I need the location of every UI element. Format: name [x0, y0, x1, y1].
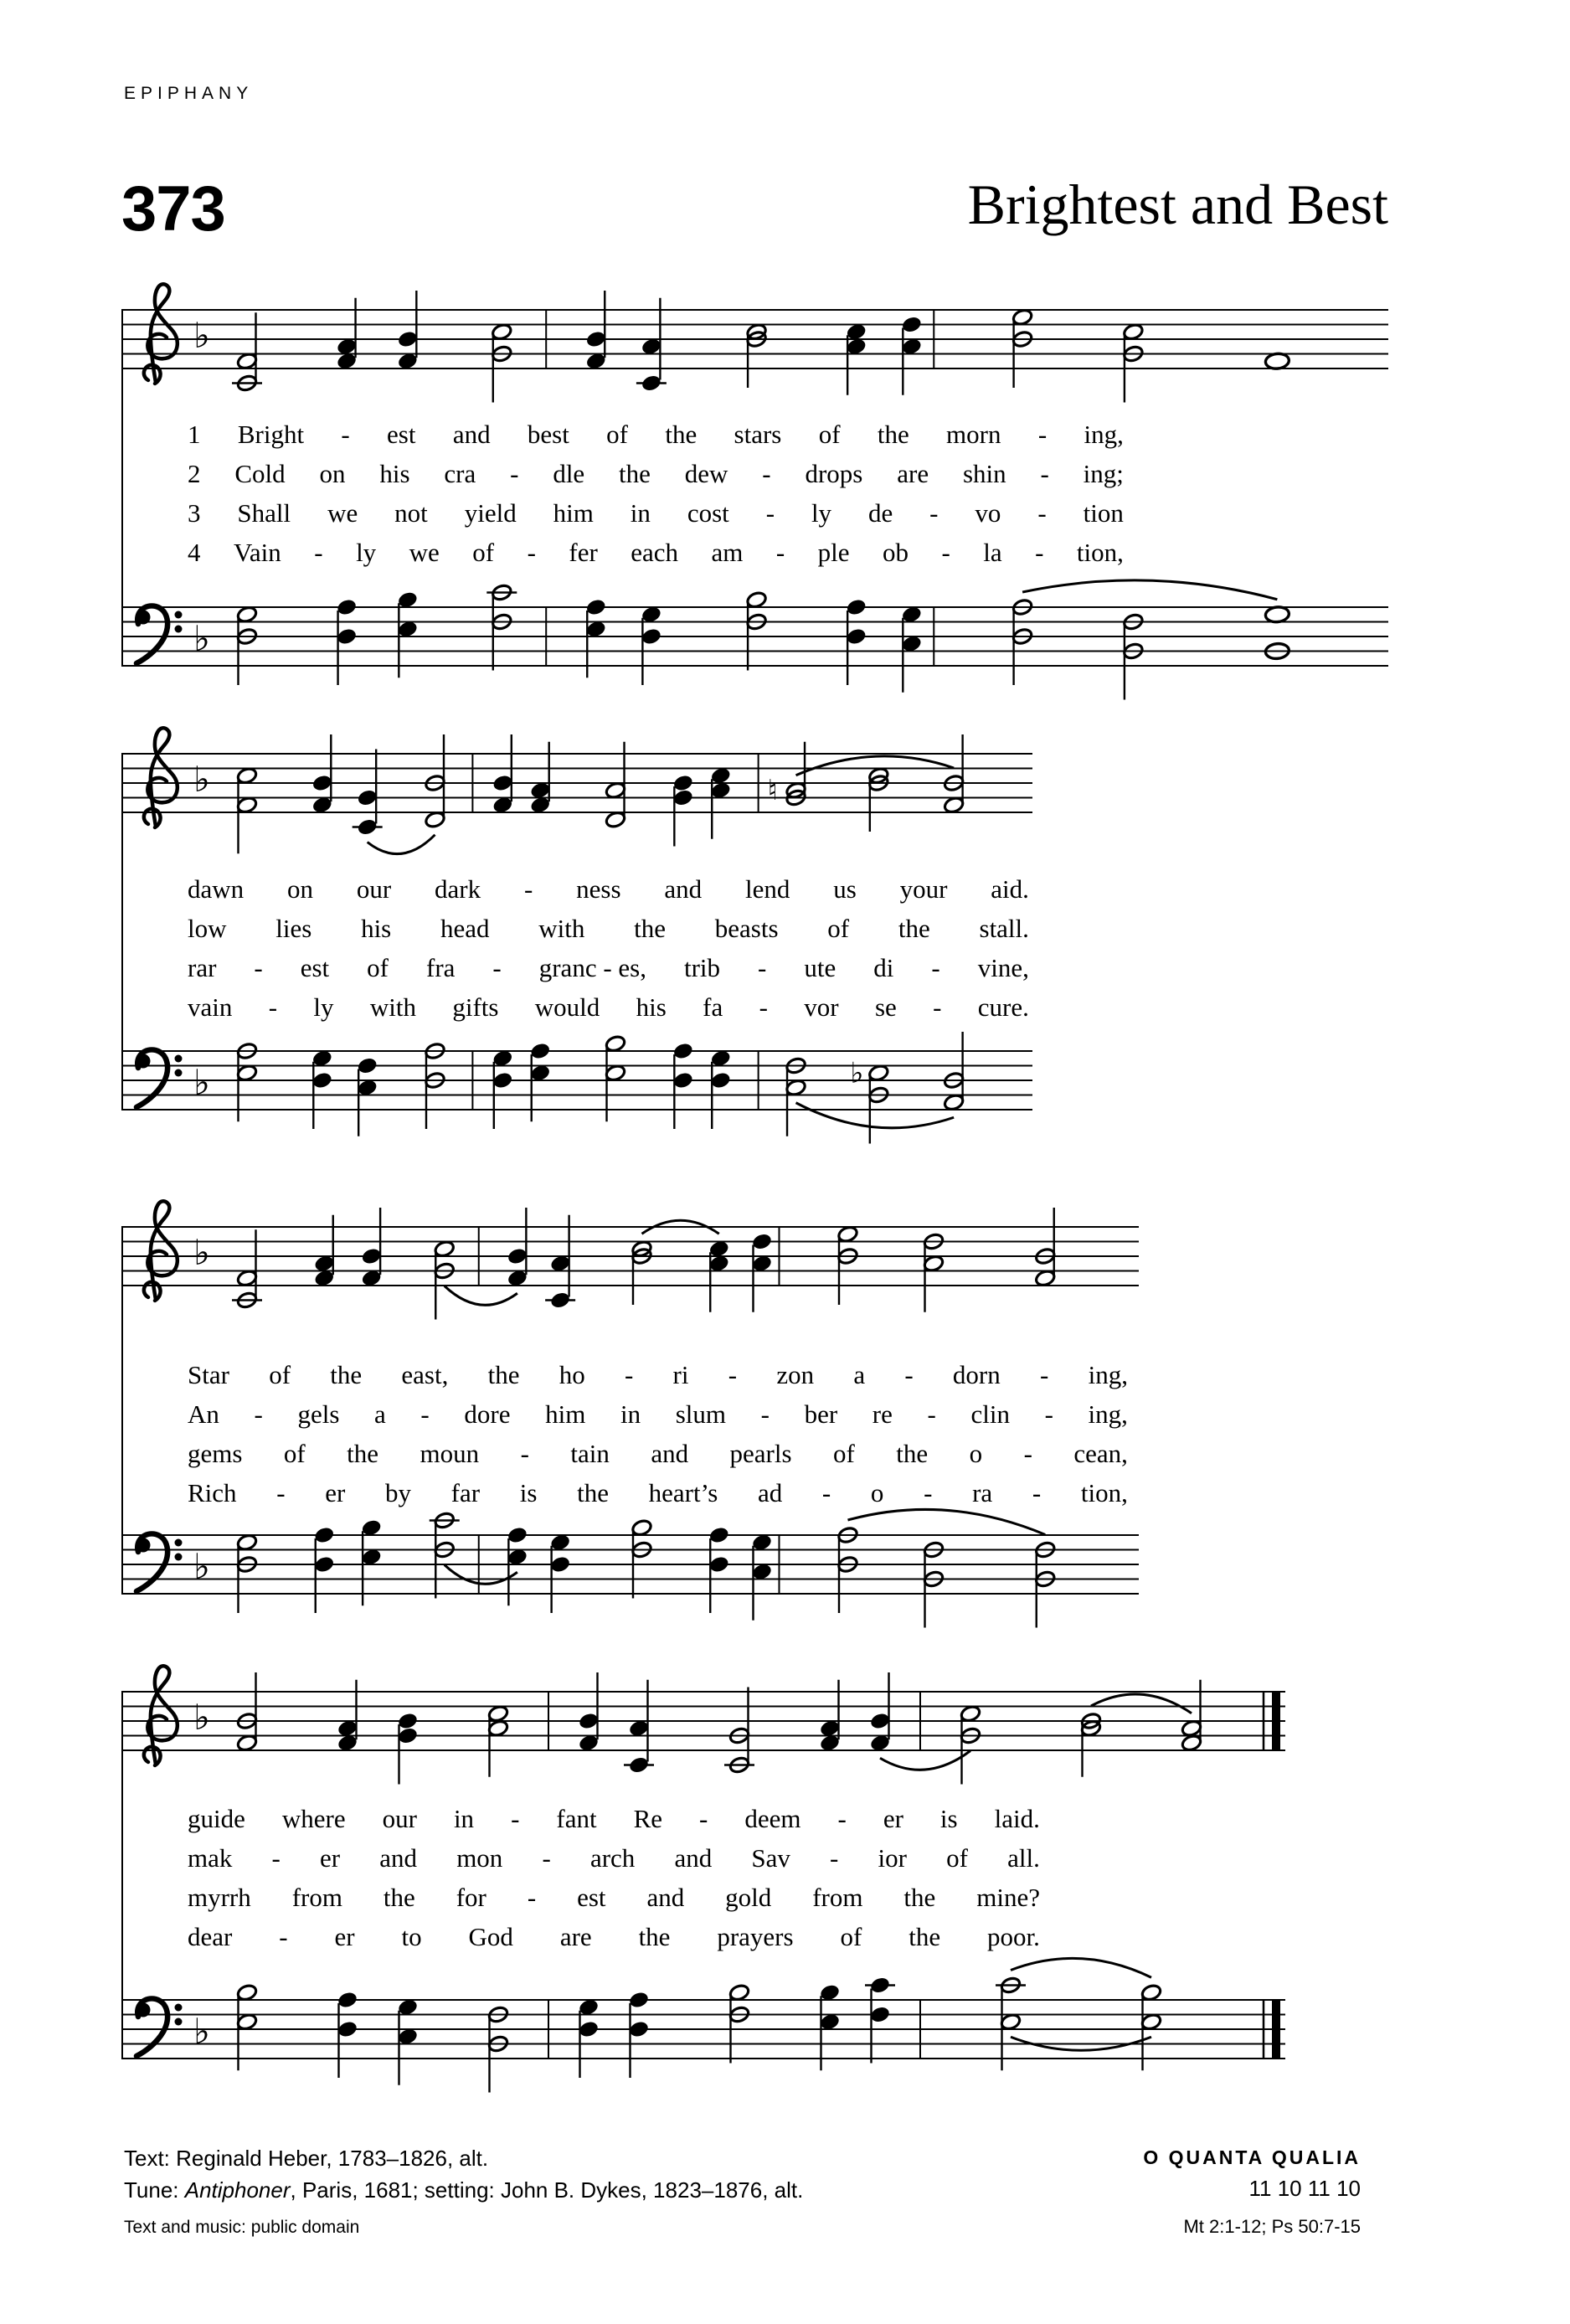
lyric-syllable: of [606, 420, 628, 449]
tune-credit-rest: , Paris, 1681; setting: John B. Dykes, 1823–1876, alt. [290, 2177, 804, 2203]
lyric-hyphen: - [904, 1360, 914, 1389]
tune-credit-source: Antiphoner [184, 2177, 291, 2203]
lyric-syllable: lend [744, 874, 790, 904]
lyric-syllable: ad [757, 1478, 783, 1507]
lyric-syllable: mon [456, 1843, 503, 1873]
lyric-hyphen: - [276, 1478, 286, 1507]
lyric-hyphen: - [699, 1804, 708, 1833]
lyric-syllable: and [674, 1843, 713, 1873]
lyrics-system-2-verse-line-1 [188, 876, 1029, 902]
lyric-hyphen: - [520, 1439, 529, 1468]
lyric-syllable: the [909, 1922, 941, 1951]
lyric-hyphen: - [775, 538, 785, 567]
lyric-syllable: 4 [188, 538, 201, 567]
hymn-title: Brightest and Best [967, 173, 1388, 236]
lyrics-system-1-verse-line-4 [188, 539, 1124, 565]
lyric-syllable: cra [444, 459, 476, 488]
lyric-syllable: the [665, 420, 697, 449]
lyric-hyphen: - [254, 1399, 263, 1429]
lyric-hyphen: - [1037, 498, 1047, 528]
lyric-syllable: ple [817, 538, 850, 567]
lyric-syllable: fer [569, 538, 598, 567]
lyric-syllable: we [409, 538, 440, 567]
lyric-syllable: God [468, 1922, 513, 1951]
lyrics-system-3-verse-line-1 [188, 1362, 1128, 1388]
lyric-syllable: in [620, 1399, 641, 1429]
lyric-syllable: 3 [188, 498, 201, 528]
lyric-syllable: pearls [729, 1439, 792, 1468]
lyric-syllable: gold [725, 1883, 772, 1912]
tune-credit [124, 2177, 803, 2203]
lyric-syllable: far [450, 1478, 481, 1507]
lyric-syllable: low [188, 914, 227, 943]
lyrics-system-3-verse-line-4 [188, 1480, 1128, 1506]
lyric-hyphen: - [1035, 538, 1044, 567]
lyric-syllable: the [634, 914, 667, 943]
lyric-syllable: each [631, 538, 679, 567]
svg-text:♭: ♭ [850, 1056, 864, 1090]
lyric-syllable: di [873, 953, 894, 982]
lyric-syllable: am [711, 538, 744, 567]
lyric-syllable: is [519, 1478, 538, 1507]
lyric-syllable: the [347, 1439, 379, 1468]
lyric-syllable: and [379, 1843, 418, 1873]
lyric-syllable: us [833, 874, 857, 904]
lyric-syllable: ob [882, 538, 909, 567]
lyric-syllable: rar [188, 953, 217, 982]
lyric-syllable: gifts [452, 992, 499, 1022]
lyric-syllable: cure. [977, 992, 1029, 1022]
lyric-syllable: of [827, 914, 850, 943]
lyrics-system-4-verse-line-4 [188, 1924, 1040, 1950]
lyric-hyphen: - [523, 874, 533, 904]
lyric-syllable: 1 [188, 420, 201, 449]
lyric-syllable: to [401, 1922, 422, 1951]
tune-credit-prefix: Tune: [124, 2177, 185, 2203]
lyric-syllable: east, [401, 1360, 449, 1389]
lyric-syllable: our [382, 1804, 417, 1833]
lyric-syllable: a [374, 1399, 386, 1429]
lyric-syllable: fa [703, 992, 723, 1022]
lyric-syllable: deem [744, 1804, 801, 1833]
lyric-syllable: dorn [952, 1360, 1001, 1389]
lyric-syllable: prayers [717, 1922, 794, 1951]
lyric-syllable: est [577, 1883, 606, 1912]
lyric-syllable: est [387, 420, 416, 449]
lyric-syllable: Bright [237, 420, 305, 449]
svg-text:♭: ♭ [193, 315, 210, 356]
svg-text:♭: ♭ [193, 2011, 210, 2052]
lyric-syllable: ly [356, 538, 377, 567]
treble-staff-system-3 [121, 1177, 1139, 1369]
lyric-hyphen: - [1023, 1439, 1032, 1468]
lyric-syllable: in [630, 498, 651, 528]
lyric-hyphen: - [927, 1399, 936, 1429]
lyric-syllable: cost [687, 498, 729, 528]
lyric-hyphen: - [837, 1804, 847, 1833]
lyrics-system-4-verse-line-1 [188, 1806, 1040, 1832]
lyric-hyphen: - [254, 953, 263, 982]
lyric-syllable: fra [426, 953, 456, 982]
lyric-syllable: his [361, 914, 392, 943]
lyric-syllable: of [269, 1360, 291, 1389]
lyric-syllable: the [619, 459, 651, 488]
lyric-syllable: our [356, 874, 392, 904]
lyric-syllable: trib [683, 953, 721, 982]
lyric-syllable: of [833, 1439, 855, 1468]
lyric-syllable: guide [188, 1804, 245, 1833]
lyric-syllable: moun [420, 1439, 480, 1468]
svg-text:♭: ♭ [193, 1697, 210, 1738]
lyric-syllable: ing, [1088, 1399, 1128, 1429]
lyric-syllable: the [330, 1360, 363, 1389]
scripture-reference: Mt 2:1-12; Ps 50:7-15 [1183, 2216, 1361, 2237]
lyric-syllable: se [874, 992, 897, 1022]
lyric-syllable: with [538, 914, 585, 943]
rights-note: Text and music: public domain [124, 2218, 360, 2237]
lyric-syllable: stars [734, 420, 782, 449]
lyric-syllable: the [577, 1478, 609, 1507]
lyric-syllable: we [327, 498, 358, 528]
lyric-syllable: where [281, 1804, 346, 1833]
lyrics-system-1-verse-line-1 [188, 421, 1124, 447]
lyric-syllable: in [453, 1804, 475, 1833]
lyric-syllable: the [898, 914, 930, 943]
lyric-syllable: the [487, 1360, 520, 1389]
lyric-syllable: your [899, 874, 948, 904]
lyric-hyphen: - [341, 420, 350, 449]
lyric-hyphen: - [728, 1360, 738, 1389]
tune-name: O QUANTA QUALIA [1143, 2146, 1361, 2168]
lyric-hyphen: - [760, 1399, 770, 1429]
lyric-syllable: Rich [188, 1478, 237, 1507]
lyric-syllable: cean, [1073, 1439, 1128, 1468]
lyric-hyphen: - [510, 459, 519, 488]
lyric-hyphen: - [1032, 1478, 1042, 1507]
lyric-hyphen: - [765, 498, 775, 528]
svg-text:♭: ♭ [193, 618, 210, 659]
lyric-syllable: the [896, 1439, 929, 1468]
lyric-syllable: vor [804, 992, 839, 1022]
lyric-syllable: est [300, 953, 330, 982]
lyric-syllable: lies [275, 914, 312, 943]
text-credit: Text: Reginald Heber, 1783–1826, alt. [124, 2146, 489, 2171]
lyric-syllable: ing, [1088, 1360, 1128, 1389]
lyric-syllable: vine, [977, 953, 1029, 982]
lyric-syllable: is [939, 1804, 958, 1833]
lyric-syllable: Cold [234, 459, 286, 488]
lyric-syllable: ly [313, 992, 334, 1022]
lyric-hyphen: - [268, 992, 278, 1022]
lyric-hyphen: - [929, 498, 939, 528]
bass-staff-system-2 [121, 1001, 1032, 1193]
lyric-syllable: the [383, 1883, 415, 1912]
lyric-syllable: er [325, 1478, 346, 1507]
lyric-hyphen: - [1037, 420, 1048, 449]
lyric-hyphen: - [924, 1478, 933, 1507]
lyric-syllable: dark [435, 874, 481, 904]
hymn-number: 373 [121, 173, 225, 245]
lyric-hyphen: - [1040, 459, 1049, 488]
lyric-syllable: tion, [1080, 1478, 1128, 1507]
lyric-syllable: would [534, 992, 600, 1022]
lyric-hyphen: - [931, 953, 940, 982]
lyric-syllable: re [872, 1399, 893, 1429]
lyric-hyphen: - [420, 1399, 430, 1429]
lyric-syllable: gems [188, 1439, 243, 1468]
lyric-syllable: ior [878, 1843, 907, 1873]
lyric-syllable: by [385, 1478, 411, 1507]
lyric-hyphen: - [492, 953, 502, 982]
lyric-syllable: and [651, 1439, 689, 1468]
lyric-syllable: ly [811, 498, 832, 528]
lyric-syllable: drops [805, 459, 863, 488]
lyric-syllable: ra [972, 1478, 993, 1507]
lyric-syllable: er [320, 1843, 341, 1873]
lyric-syllable: the [903, 1883, 936, 1912]
lyric-hyphen: - [933, 992, 942, 1022]
lyric-syllable: ness [576, 874, 621, 904]
lyric-syllable: of [472, 538, 495, 567]
lyric-syllable: laid. [994, 1804, 1040, 1833]
lyric-hyphen: - [542, 1843, 551, 1873]
lyric-hyphen: - [314, 538, 323, 567]
lyrics-system-1-verse-line-3 [188, 500, 1124, 526]
lyric-syllable: his [636, 992, 667, 1022]
lyric-syllable: Vain [233, 538, 281, 567]
lyric-syllable: the [638, 1922, 671, 1951]
lyric-hyphen: - [759, 992, 768, 1022]
lyric-syllable: all. [1007, 1843, 1040, 1873]
lyric-syllable: a [853, 1360, 866, 1389]
lyric-syllable: slum [675, 1399, 726, 1429]
lyric-syllable: ho [559, 1360, 585, 1389]
lyrics-system-2-verse-line-2 [188, 915, 1029, 941]
lyric-syllable: stall. [979, 914, 1029, 943]
lyric-hyphen: - [279, 1922, 288, 1951]
lyric-hyphen: - [941, 538, 950, 567]
svg-text:♭: ♭ [193, 759, 210, 800]
lyric-syllable: dawn [188, 874, 245, 904]
lyric-syllable: of [818, 420, 841, 449]
lyric-syllable: mak [188, 1843, 233, 1873]
lyrics-system-3-verse-line-2 [188, 1401, 1128, 1427]
lyric-syllable: fant [556, 1804, 597, 1833]
lyric-syllable: for [456, 1883, 486, 1912]
svg-text:♭: ♭ [193, 1062, 210, 1103]
lyric-syllable: ing; [1083, 459, 1124, 488]
lyric-hyphen: - [271, 1843, 281, 1873]
lyric-syllable: him [545, 1399, 586, 1429]
lyric-syllable: head [440, 914, 490, 943]
lyric-syllable: on [319, 459, 346, 488]
lyric-syllable: yield [464, 498, 517, 528]
lyric-syllable: arch [589, 1843, 636, 1873]
lyric-syllable: the [877, 420, 909, 449]
bass-staff-system-4 [121, 1950, 1285, 2142]
lyric-hyphen: - [527, 1883, 537, 1912]
lyric-syllable: of [946, 1843, 968, 1873]
lyric-syllable: clin [970, 1399, 1010, 1429]
lyric-hyphen: - [1040, 1360, 1049, 1389]
lyric-syllable: granc - es, [538, 953, 646, 982]
lyric-hyphen: - [511, 1804, 520, 1833]
lyric-hyphen: - [830, 1843, 839, 1873]
lyric-syllable: and [646, 1883, 685, 1912]
lyric-syllable: aid. [991, 874, 1029, 904]
lyric-syllable: tion, [1076, 538, 1124, 567]
lyric-syllable: shin [962, 459, 1006, 488]
lyric-syllable: dear [188, 1922, 233, 1951]
season-label: EPIPHANY [124, 84, 254, 103]
lyric-syllable: with [369, 992, 416, 1022]
lyric-syllable: myrrh [188, 1883, 251, 1912]
lyric-syllable: o [969, 1439, 983, 1468]
lyric-hyphen: - [1044, 1399, 1053, 1429]
lyric-syllable: Shall [237, 498, 291, 528]
lyric-syllable: An [188, 1399, 219, 1429]
lyric-syllable: him [553, 498, 594, 528]
lyric-syllable: his [379, 459, 410, 488]
lyric-syllable: o [870, 1478, 884, 1507]
svg-text:♮: ♮ [767, 773, 778, 807]
lyric-syllable: dore [464, 1399, 511, 1429]
lyric-syllable: of [840, 1922, 862, 1951]
lyric-syllable: on [287, 874, 313, 904]
lyric-syllable: ing, [1084, 420, 1124, 449]
lyric-syllable: ber [804, 1399, 838, 1429]
lyric-syllable: Re [633, 1804, 663, 1833]
lyric-syllable: and [664, 874, 703, 904]
lyric-syllable: Sav [751, 1843, 790, 1873]
treble-staff-system-2 [121, 703, 1032, 896]
svg-text:♭: ♭ [193, 1232, 210, 1273]
lyric-syllable: er [334, 1922, 355, 1951]
lyric-hyphen: - [758, 953, 767, 982]
lyrics-system-4-verse-line-2 [188, 1845, 1040, 1871]
lyric-syllable: are [897, 459, 929, 488]
lyrics-system-2-verse-line-3 [188, 955, 1029, 981]
lyric-syllable: 2 [188, 459, 201, 488]
lyrics-system-3-verse-line-3 [188, 1440, 1128, 1466]
lyric-syllable: Star [188, 1360, 229, 1389]
lyric-syllable: zon [776, 1360, 815, 1389]
lyric-syllable: and [452, 420, 491, 449]
lyrics-system-1-verse-line-2 [188, 461, 1124, 487]
lyric-syllable: of [367, 953, 389, 982]
lyric-hyphen: - [821, 1478, 831, 1507]
lyric-syllable: best [527, 420, 569, 449]
lyric-syllable: from [291, 1883, 342, 1912]
lyric-syllable: heart’s [648, 1478, 718, 1507]
lyric-syllable: mine? [976, 1883, 1040, 1912]
lyric-syllable: ute [804, 953, 836, 982]
lyric-syllable: la [983, 538, 1002, 567]
lyric-syllable: morn [946, 420, 1001, 449]
lyric-syllable: are [559, 1922, 592, 1951]
lyric-syllable: tion [1083, 498, 1124, 528]
svg-text:♭: ♭ [193, 1546, 210, 1587]
lyric-hyphen: - [762, 459, 771, 488]
lyric-hyphen: - [624, 1360, 634, 1389]
lyric-syllable: beasts [714, 914, 779, 943]
lyric-syllable: dew [684, 459, 728, 488]
lyrics-system-2-verse-line-4 [188, 994, 1029, 1020]
lyric-syllable: from [812, 1883, 863, 1912]
lyric-syllable: ri [672, 1360, 689, 1389]
lyrics-system-4-verse-line-3 [188, 1884, 1040, 1910]
lyric-syllable: er [883, 1804, 903, 1833]
lyric-syllable: of [283, 1439, 306, 1468]
lyric-syllable: vain [188, 992, 233, 1022]
lyric-syllable: de [867, 498, 893, 528]
lyric-syllable: tain [570, 1439, 610, 1468]
lyric-hyphen: - [527, 538, 536, 567]
lyric-syllable: dle [553, 459, 585, 488]
lyric-syllable: not [394, 498, 428, 528]
lyric-syllable: gels [297, 1399, 340, 1429]
meter-label: 11 10 11 10 [1248, 2176, 1361, 2201]
lyric-syllable: poor. [987, 1922, 1040, 1951]
lyric-syllable: vo [975, 498, 1001, 528]
